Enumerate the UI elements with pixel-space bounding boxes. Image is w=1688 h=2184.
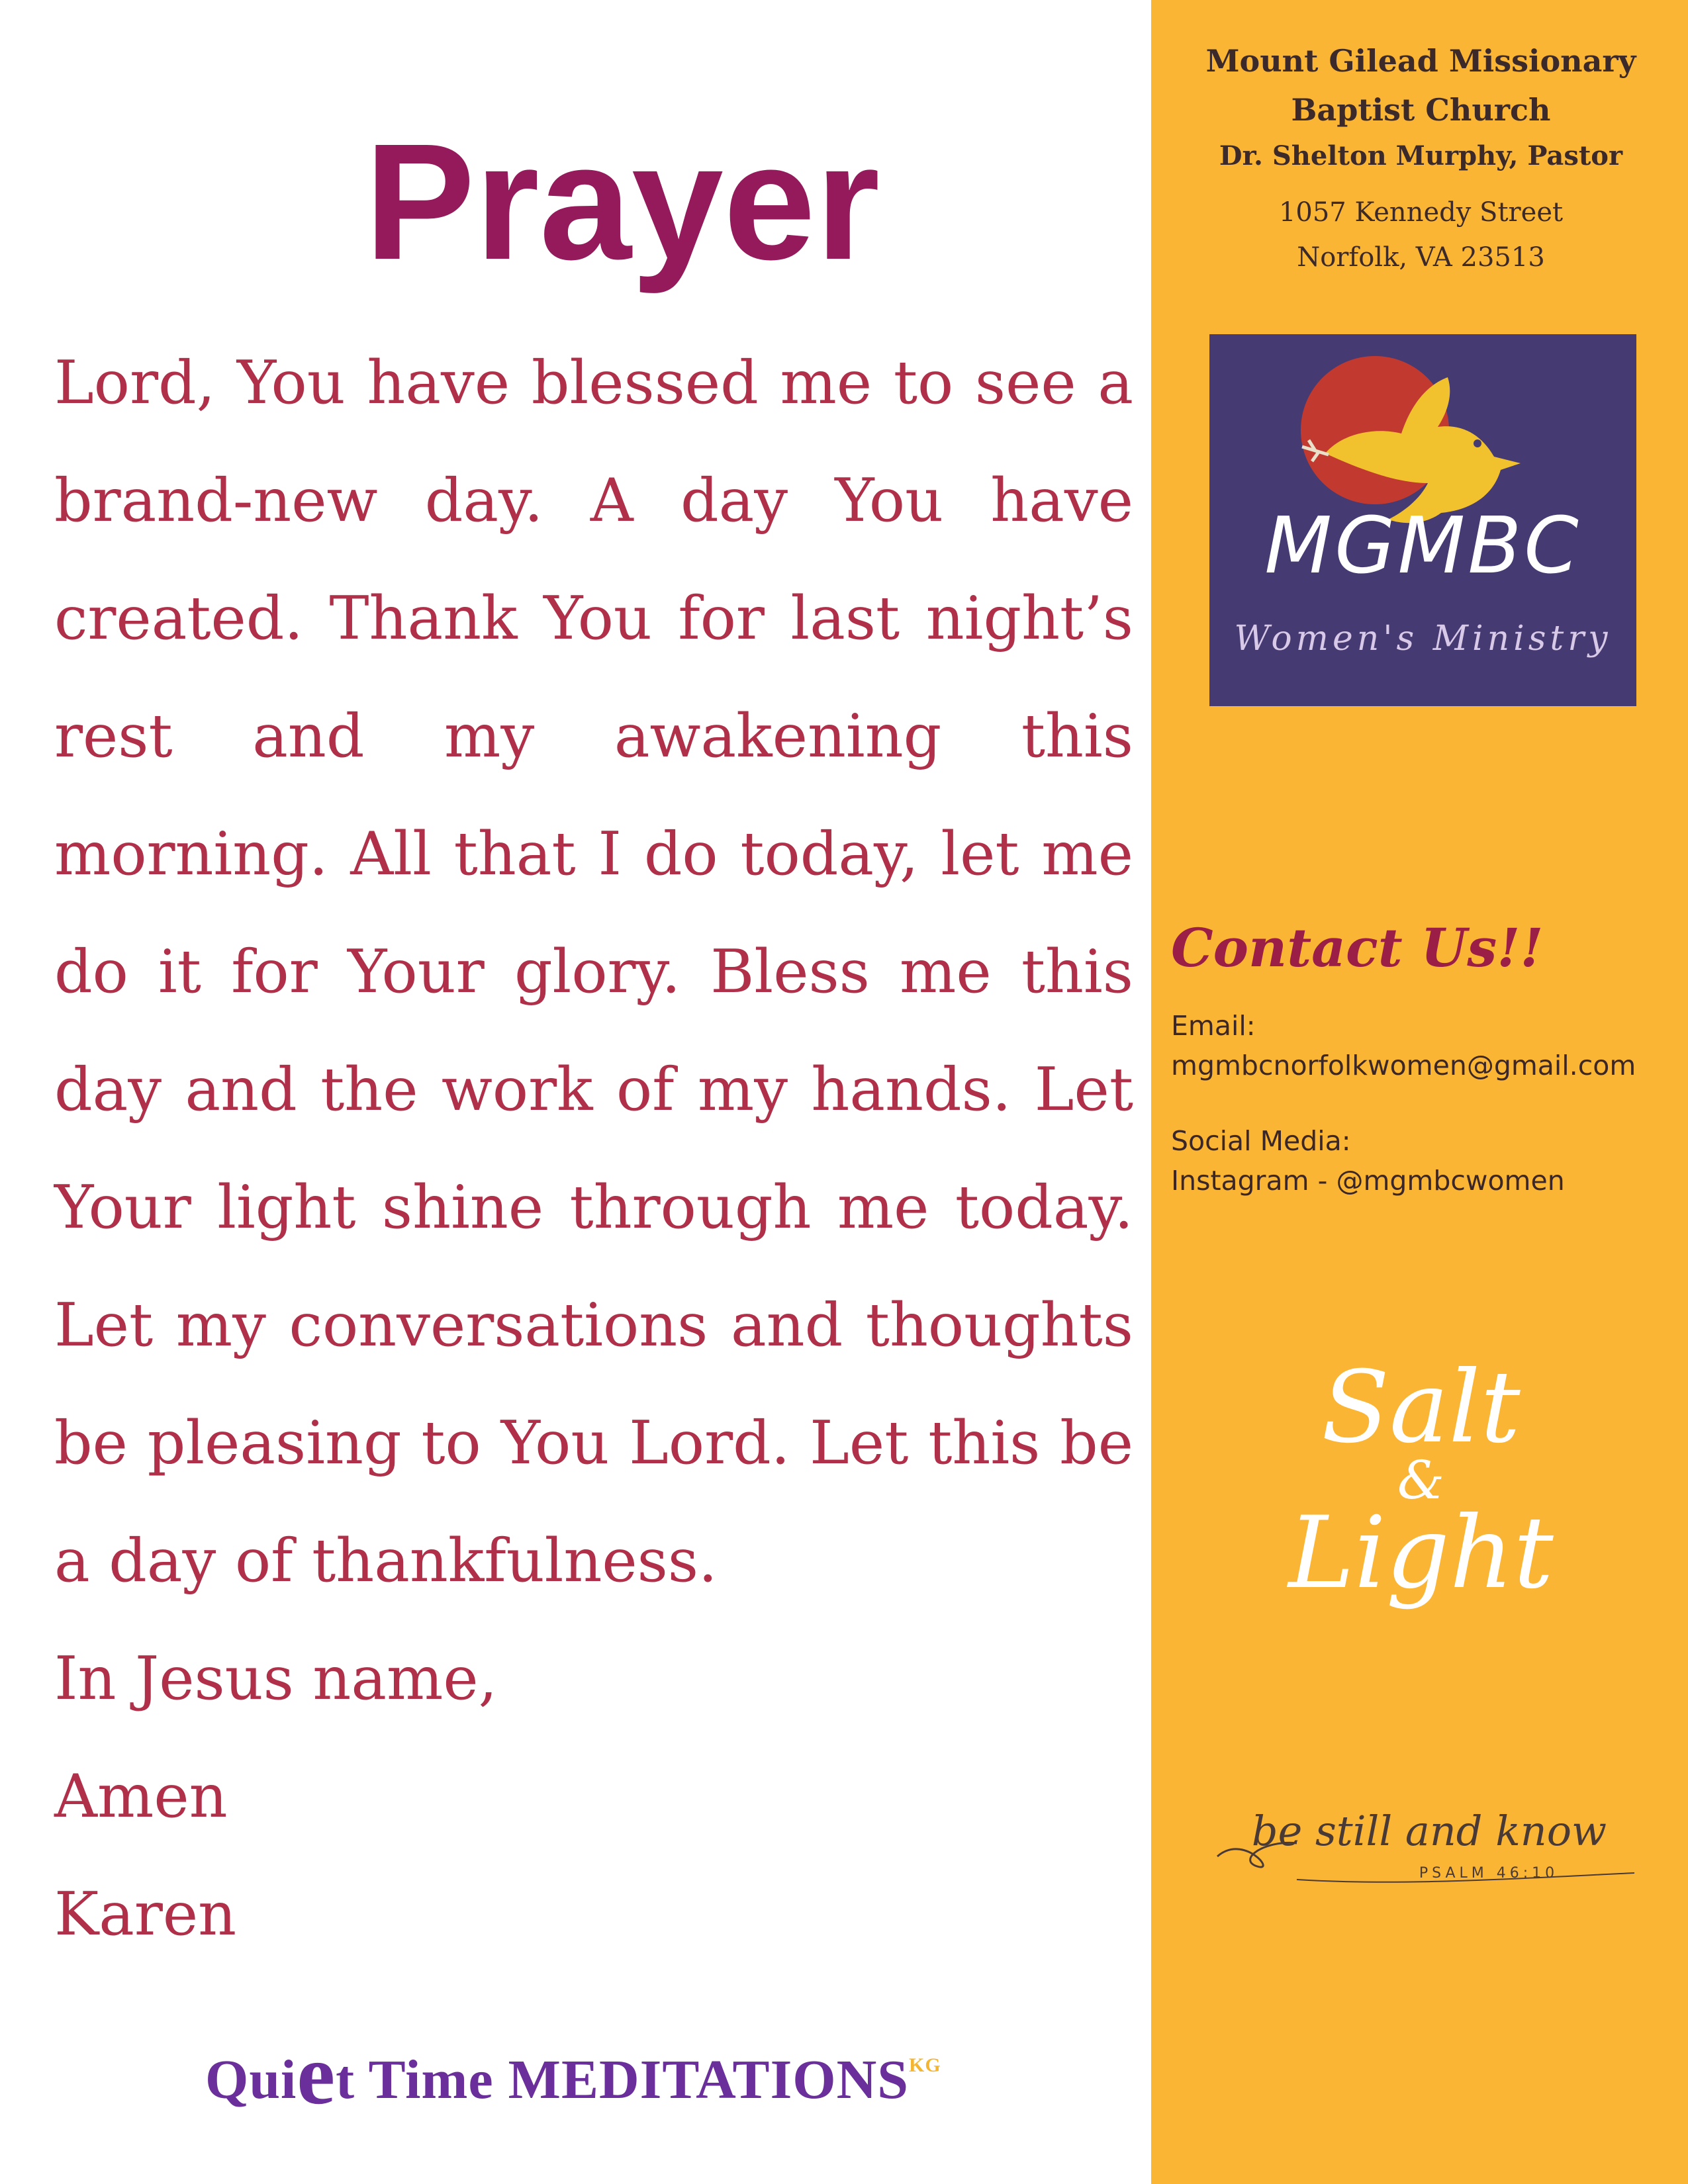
instagram-handle[interactable]: Instagram - @mgmbcwomen: [1171, 1165, 1565, 1197]
logo-subtitle: Women's Ministry: [1234, 619, 1612, 659]
scripture-reference: PSALM 46:10: [1419, 1865, 1559, 1882]
church-name-line2: Baptist Church: [1291, 92, 1551, 128]
prayer-signature: Karen: [54, 1880, 237, 1949]
quiet-time-meditations-brand: [205, 2025, 1066, 2124]
email-address[interactable]: mgmbcnorfolkwomen@gmail.com: [1171, 1050, 1636, 1081]
be-still-phrase: be still and know: [1251, 1807, 1607, 1855]
social-media-label: Social Media:: [1171, 1125, 1351, 1157]
prayer-text: [54, 324, 1133, 1974]
email-label: Email:: [1171, 1010, 1256, 1042]
church-address-street: 1057 Kennedy Street: [1278, 197, 1564, 228]
salt-word: Salt: [1321, 1350, 1521, 1465]
brand-text-e: e: [297, 2027, 336, 2122]
prayer-line: a day of thankfulness.: [54, 1526, 718, 1596]
salt-and-light-graphic: [1151, 1350, 1688, 1655]
ministry-logo: [1209, 334, 1636, 706]
sidebar: [1149, 0, 1688, 2184]
prayer-amen: Amen: [54, 1762, 228, 1831]
page-title: Prayer: [364, 109, 880, 294]
prayer-line: day and the work of my hands. Let: [54, 1055, 1133, 1124]
brand-text-start: Qui: [205, 2049, 297, 2111]
prayer-line: Lord, You have blessed me to see a: [54, 348, 1133, 418]
prayer-closing: In Jesus name,: [54, 1644, 498, 1713]
logo-title: MGMBC: [1264, 500, 1581, 591]
light-word: Light: [1288, 1496, 1554, 1611]
brand-superscript: KG: [908, 2054, 941, 2076]
church-address-city: Norfolk, VA 23513: [1297, 242, 1545, 273]
prayer-line: morning. All that I do today, let me: [54, 819, 1133, 889]
prayer-line: do it for Your glory. Bless me this: [54, 937, 1133, 1007]
prayer-line: brand-new day. A day You have: [54, 466, 1133, 535]
church-name-line1: Mount Gilead Missionary: [1205, 43, 1636, 79]
prayer-line: Let my conversations and thoughts: [54, 1291, 1133, 1360]
church-pastor: Dr. Shelton Murphy, Pastor: [1219, 140, 1623, 171]
church-info: [1151, 36, 1688, 280]
be-still-graphic: [1204, 1794, 1654, 1899]
prayer-line: Your light shine through me today.: [54, 1173, 1133, 1242]
prayer-line: rest and my awakening this: [54, 702, 1133, 771]
prayer-line: be pleasing to You Lord. Let this be: [54, 1408, 1133, 1478]
salt-light-ampersand: &: [1397, 1449, 1445, 1511]
contact-info: [1171, 1006, 1636, 1236]
prayer-line: created. Thank You for last night’s: [54, 584, 1133, 653]
contact-heading: Contact Us!!: [1171, 917, 1544, 979]
brand-text-end: t Time MEDITATIONS: [336, 2049, 909, 2111]
